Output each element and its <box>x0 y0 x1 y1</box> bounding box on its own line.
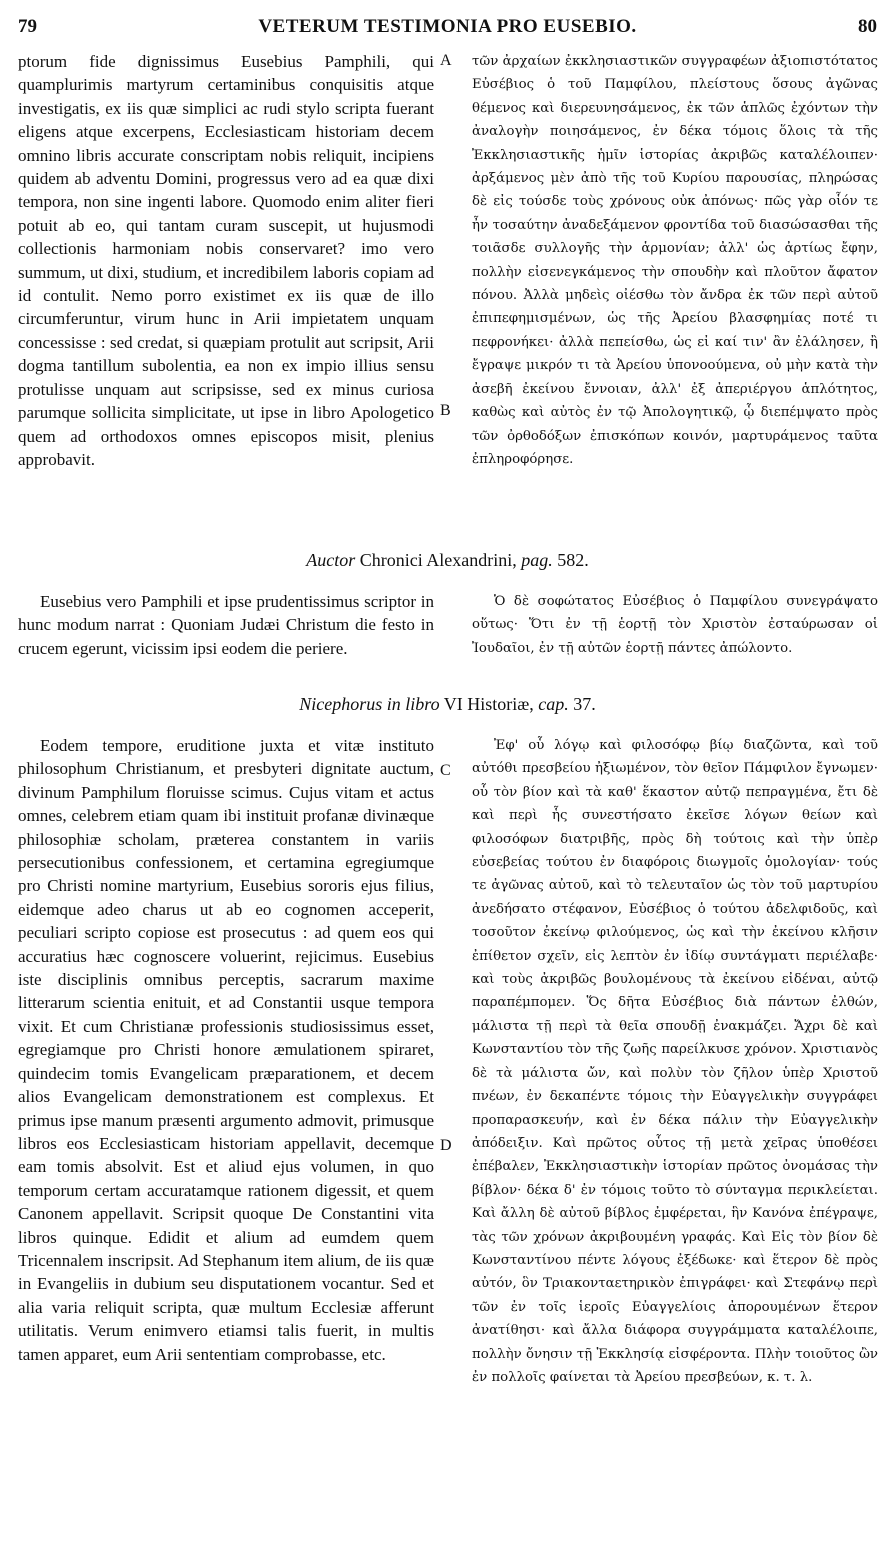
greek-column: Ἐφ' οὗ λόγῳ καὶ φιλοσόφῳ βίῳ διαζῶντα, καὶ τοῦ αὐτόθι πρεσβείου ἠξιωμένον, τὸν θεῖον Πάμφιλον ἔγνωμεν· οὗ τὸν βίον καὶ τὰ καθ' ἕκαστον αὐτῷ πεπραγμένα, ἔτι δὲ καὶ περὶ ἧς συνεστήσατο ἐκεῖσε λόγων θείων καὶ φιλοσόφων διατριβῆς, πρὸς δὴ τούτοις καὶ τὴν ὑπὲρ εὐσεβείας τούτου ἐν διαφόροις διωγμοῖς ὁμολογίαν· τούς τε ἀγῶνας αὐτοῦ, καὶ τὸ τελευταῖον ὡς τὸν τοῦ μαρτυρίου ἀνεδήσατο στέφανον, Εὐσέβιος ὁ τούτου ἀδελφιδοῦς, καὶ τοσοῦτον ἐκείνῳ φιλούμενος, ὡς καὶ τὴν ἐκείνου κλῆσιν ἐπίθετον σχεῖν, εἰς λεπτὸν ἐν ἰδίῳ συντάγματι περιέλαβε· καὶ τοὺς ἀκριβῶς βουλομένους τὰ ἐκείνου εἰδέναι, αὐτῷ παραπέμπομεν. Ὅς δῆτα Εὐσέβιος διὰ πάντων ἐλθών, μάλιστα τῇ περὶ τὰ θεῖα σπουδῇ ἐνακμάζει. Ἄχρι δὲ καὶ Κωνσταντίου τὸν τῆς ζωῆς παρείλκυσε χρόνον. Χριστιανὸς δὲ τὰ μάλιστα ὤν, καὶ πολὺν τὸν ζῆλον ὑπὲρ Χριστοῦ πνέων, ἐν δεκαπέντε τόμοις τὴν Εὐαγγελικὴν συγγράφει προπαρασκευήν, καὶ ἐν δέκα πάλιν τὴν Εὐαγγελικὴν ἀπόδειξιν. Καὶ πρῶτος οὗτος τῇ μετὰ χεῖρας ὑποθέσει ἐπέβαλεν, Ἐκκλησιαστικὴν ἱστορίαν πρῶτος ὀνομάσας τὴν βίβλον· δέκα δ' ἐν τόμοις τοῦτο τὸ σύνταγμα περικλείεται. Καὶ ἄλλη δὲ αὐτοῦ βίβλος ἐμφέρεται, ἣν Κανόνα ἐπέγραψε, τὰς τῶν χρόνων ἀκριβουμένη γραφάς. Καὶ Εἰς τὸν βίον δὲ Κωνσταντίνου πέντε λόγους ἐξέδωκε· καὶ ἕτερον δὲ πρὸς αὐτόν, ὃν Τριακονταετηρικὸν ἐπιγράφει· καὶ Στεφάνῳ περὶ τῶν ἐν τοῖς ἱεροῖς Εὐαγγελίοις ἀπορουμένων ἕτερον ἀνατίθησι· καὶ ἄλλα διάφορα συγγράμματα καταλέλοιπε, πολλὴν ὄνησιν τῇ Ἐκκλησίᾳ εἰσφέροντα. Πλὴν τοιοῦτος ὢν ἐν πολλοῖς φαίνεται τὰ Ἀρείου πρεσβεύων, κ. τ. λ. <box>472 738 878 1385</box>
heading-italic-cap: cap. <box>538 694 569 714</box>
section-chronicon <box>18 590 878 685</box>
heading-page-number: 582. <box>552 550 589 570</box>
greek-column: τῶν ἀρχαίων ἐκκλησιαστικῶν συγγραφέων ἀξιοπιστότατος Εὐσέβιος ὁ τοῦ Παμφίλου, πλείστους ὅσους ἀγῶνας θέμενος καὶ διερευνησάμενος, ἐκ τῶν ἁπλῶς ἐχόντων τὴν ἀναλογὴν ποιησάμενος, ἐν δέκα τόμοις ὅλοις τὰ τῆς Ἐκκλησιαστικῆς ἡμῖν ἱστορίας ἀκριβῶς καταλέλοιπεν· ἀρξάμενος μὲν ἀπὸ τῆς τοῦ Κυρίου παρουσίας, πληρώσας δὲ εἰς τούσδε τοὺς χρόνους οὐκ ἀπόνως· πῶς γὰρ οἷόν τε ἦν τοσαύτην ἀναδεξάμενον φροντίδα τοῦ διασώσασθαι τῆς τοιᾶσδε συλλογῆς τὴν ἁρμονίαν; ἀλλ' ὡς ἀρτίως ἔφην, πολλὴν εἰσενεγκάμενος τὴν σπουδὴν καὶ πλοῦτον ἄφατον πόνου. Ἀλλὰ μηδεὶς οἰέσθω τὸν ἄνδρα ἐκ τῶν περὶ αὐτοῦ ἐπιπεφημισμένων, ὡς τῆς Ἀρείου βλασφημίας ποτέ τι πεφρονήκει· ἀλλὰ πεπείσθω, ὡς εἰ καί τιν' ἂν ἐλάλησεν, ἢ ἔγραψε μικρόν τι τὰ Ἀρείου ὑπονοούμενα, οὐ μὴν κατὰ τὴν ἀσεβῆ ἐκείνου ἔννοιαν, ἀλλ' ἐξ ἀπεριέργου ἁπλότητος, καθὼς καὶ αὐτὸς ἐν τῷ Ἀπολογητικῷ, ᾧ διεπέμψατο πρὸς τῶν ὀρθοδόξων ἐπισκόπων κοινόν, μαρτυράμενος ταῦτα ἐπληροφόρησε. <box>472 54 878 467</box>
page-number-right: 80 <box>858 16 877 37</box>
margin-marker-b: B <box>440 402 451 419</box>
page-header <box>18 16 877 42</box>
latin-column: Eusebius vero Pamphili et ipse prudentissimus scriptor in hunc modum narrat : Quoniam Judæi Christum die festo in crucem egerunt, vicissim ipsi eodem die periere. <box>18 592 434 658</box>
margin-marker-d: D <box>440 1137 452 1154</box>
heading-italic: Auctor <box>306 550 356 570</box>
heading-text: VI Historiæ, <box>439 694 539 714</box>
page-number-left: 79 <box>18 16 37 37</box>
section-heading-nicephorus <box>0 694 895 715</box>
heading-text: Chronici Alexandrini, <box>355 550 522 570</box>
section-heading-chronicon <box>0 550 895 571</box>
latin-column: ptorum fide dignissimus Eusebius Pamphili, qui quamplurimis martyrum certaminibus conquisitis atque investigatis, ex iis quæ simplici ac rudi stylo scripta fuerant eligens atque excerpens, Ecclesiasticam historiam decem omnino libris accurate conscriptam nobis reliquit, incipiens quidem ab adventu Domini, progressus vero ad ea quæ dixi tempora, non sine ingenti labore. Quomodo enim aliter fieri potuit ab eo, qui tantam curam suscepit, ut hujusmodi collectionis harmoniam nobis conservaret? imo vero summum, ut dixi, studium, et incredibilem laboris copiam ad id contulit. Nemo porro existimet ex iis quæ de illo circumferuntur, virum hunc in Arii impietatem unquam concessisse : sed credat, si quæpiam protulit aut scripsit, Arii dogma tantillum subolentia, ea non ex impio illius sensu protulisse unquam aut scripsisse, sed ex minus curiosa parumque sollicita simplicitate, ut ipse in libro Apologetico quem ad orthodoxos omnes episcopos misit, plenius approbavit. <box>18 52 434 469</box>
section-anonymous-testimony <box>18 50 878 530</box>
section-nicephorus <box>18 734 878 1534</box>
running-title: VETERUM TESTIMONIA PRO EUSEBIO. <box>258 16 637 37</box>
heading-italic-page: pag. <box>521 550 553 570</box>
heading-cap-number: 37. <box>568 694 596 714</box>
latin-column: Eodem tempore, eruditione juxta et vitæ instituto philosophum Christianum, et presbyteri dignitate auctum, divinum Pamphilum floruisse scimus. Cujus vitam et actus omnes, celebrem etiam quam ibi instituit profanæ divinæque philosophiæ scholam, præterea constantem in variis persecutionibus confessionem, et certamina egregiumque pro Christi nomine martyrium, Eusebius sororis ejus filius, eidemque adeo charus ut ab eo cognomen acceperit, peculiari scripto copiose est prosecutus : ad quem eos qui accuratius hæc cognoscere voluerint, rejicimus. Eusebius iste disciplinis omnibus perceptis, sacrarum maxime litterarum scientia enituit, et ad Constantii usque tempora vixit. Et cum Christianæ professionis studiosissimus esset, egregiamque pro Christi honore æmulationem spiraret, quindecim tomis Evangelicam præparationem, et decem alios Evangelicam demonstrationem est complexus. Et primus ipse manum præsenti argumento admovit, primusque libros eos Ecclesiasticam historiam appellavit, decemque eam tomis absolvit. Est et aliud ejus volumen, in quo temporum certam accuratamque rationem digessit, et quem Canonem appellavit. Scripsit quoque De Constantini vita libros quinque. Edidit et alium ad eumdem quem Tricennalem inscripsit. Ad Stephanum item alium, de iis quæ in Evangeliis in dubium seu disputationem vocantur. Sed et alia varia reliquit scripta, quæ multum Ecclesiæ afferunt utilitatis. Verum enimvero etiamsi talis fuerit, in multis tamen apparet, eum Arii sententiam comprobasse, etc. <box>18 736 434 1364</box>
margin-marker-c: C <box>440 762 451 779</box>
margin-marker-a: A <box>440 52 452 69</box>
heading-italic: Nicephorus in libro <box>299 694 440 714</box>
greek-column: Ὁ δὲ σοφώτατος Εὐσέβιος ὁ Παμφίλου συνεγράψατο οὕτως· Ὅτι ἐν τῇ ἑορτῇ τὸν Χριστὸν ἐσταύρωσαν οἱ Ἰουδαῖοι, ἐν τῇ αὐτῶν ἑορτῇ πάντες ἀπώλοντο. <box>472 594 878 656</box>
